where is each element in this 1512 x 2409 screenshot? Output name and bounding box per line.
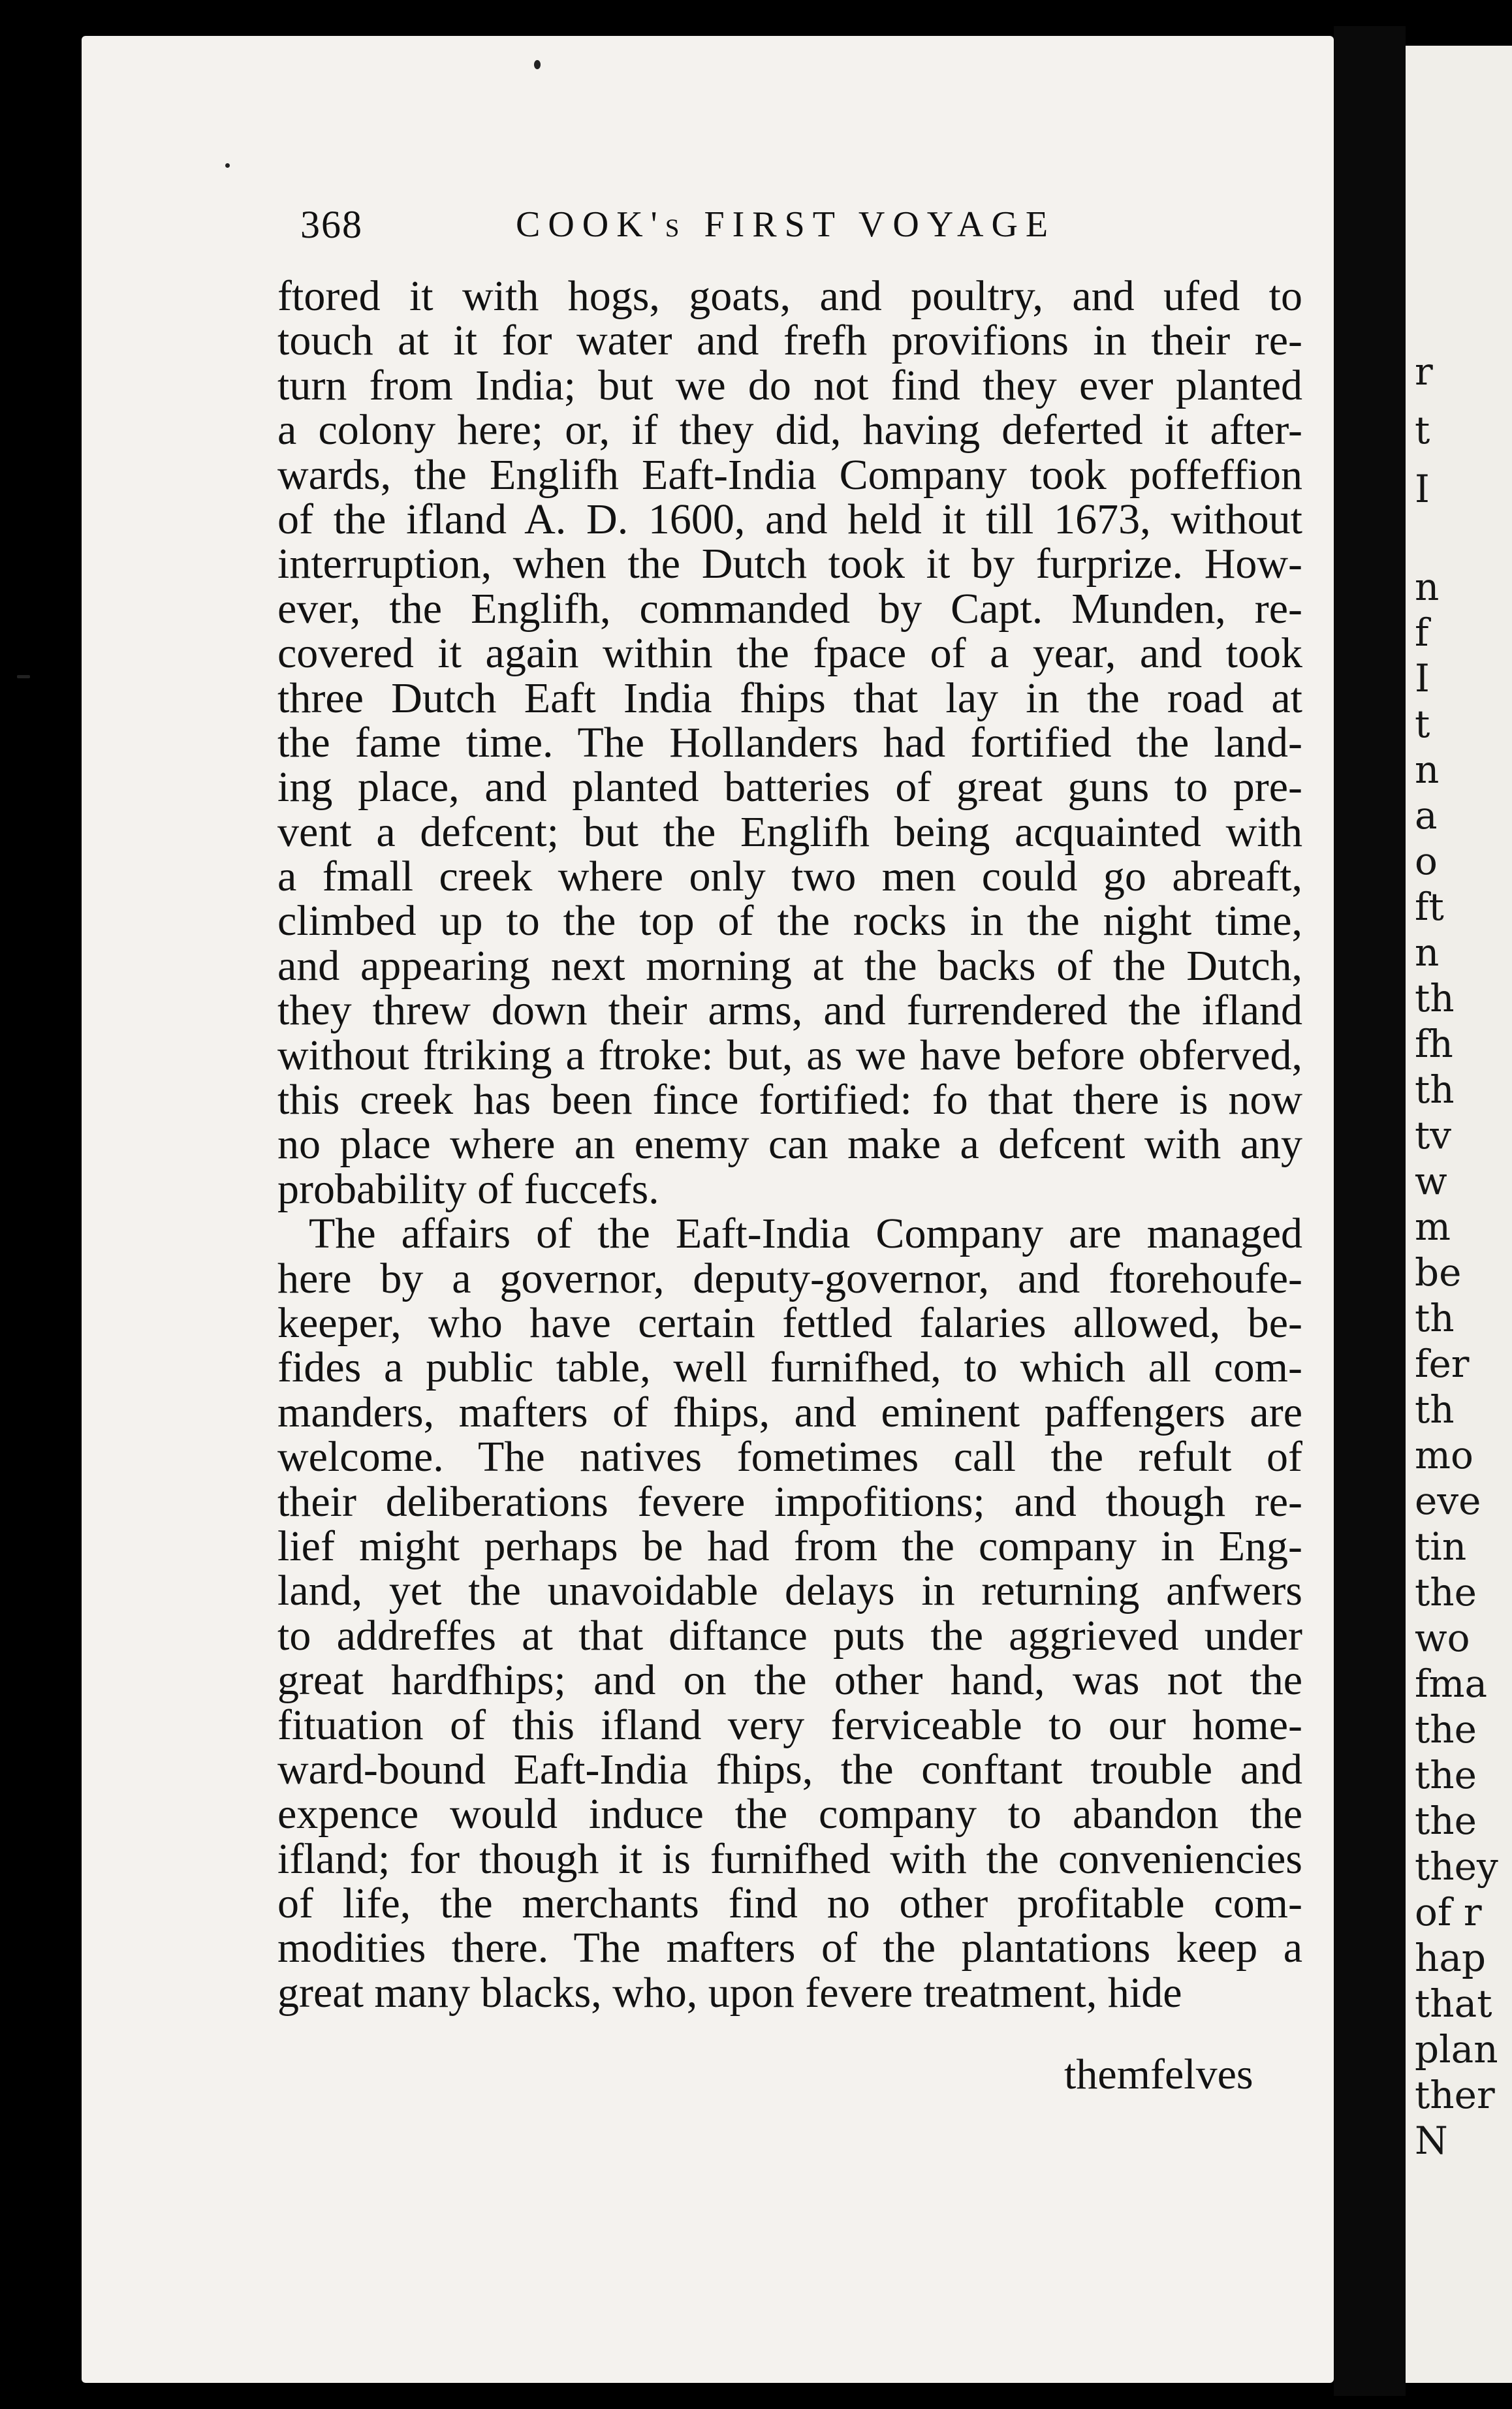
- facing-page-fragment: of r: [1415, 1890, 1482, 1934]
- gutter-shadow: [1334, 26, 1406, 2396]
- text-line: and appearing next morning at the backs of the Dutch,: [277, 941, 1302, 990]
- text-line: probability of fuccefs.: [277, 1165, 659, 1213]
- text-line: no place where an enemy can make a defcent with any: [277, 1120, 1302, 1169]
- facing-page-fragment: I: [1415, 467, 1430, 511]
- ink-speck: [17, 675, 30, 678]
- facing-page-fragment: ft: [1415, 885, 1444, 929]
- facing-page-fragment: o: [1415, 839, 1438, 883]
- ink-speck: [225, 163, 230, 168]
- text-line: of life, the merchants find no other profitable com-: [277, 1880, 1302, 1928]
- text-line: land, yet the unavoidable delays in returning anfwers: [277, 1567, 1302, 1615]
- text-line: turn from India; but we do not find they ever planted: [277, 361, 1302, 409]
- running-title: COOK's FIRST VOYAGE: [516, 204, 1056, 245]
- facing-page-fragment: fh: [1415, 1022, 1453, 1066]
- text-line: climbed up to the top of the rocks in the night time,: [277, 897, 1302, 945]
- facing-page-fragment: the: [1415, 1707, 1477, 1752]
- text-line: expence would induce the company to abandon the: [277, 1790, 1302, 1838]
- facing-page-edge: [1406, 46, 1512, 2383]
- facing-page-fragment: plan: [1415, 2027, 1498, 2071]
- facing-page-fragment: the: [1415, 1570, 1477, 1614]
- facing-page-fragment: be: [1415, 1250, 1462, 1295]
- text-line: without ftriking a ftroke: but, as we have before obferved,: [277, 1031, 1302, 1079]
- text-line: modities there. The mafters of the plantations keep a: [277, 1924, 1302, 1972]
- text-line: great many blacks, who, upon fevere treatment, hide: [277, 1968, 1182, 2017]
- text-line: they threw down their arms, and furrendered the ifland: [277, 986, 1302, 1035]
- facing-page-fragment: t: [1415, 408, 1430, 452]
- catchword: themfelves: [1064, 2051, 1253, 2098]
- text-line: ward-bound Eaft-India fhips, the conftant trouble and: [277, 1745, 1302, 1793]
- running-head: [300, 202, 1116, 248]
- text-line: wards, the Englifh Eaft-India Company took poffeffion: [277, 450, 1302, 499]
- text-line: covered it again within the fpace of a year, and took: [277, 629, 1302, 678]
- facing-page-fragment: wo: [1415, 1616, 1470, 1660]
- text-line: The affairs of the Eaft-India Company are managed: [309, 1210, 1302, 1258]
- body-text: [277, 274, 1302, 2015]
- facing-page-fragment: hap: [1415, 1936, 1487, 1980]
- text-line: fides a public table, well furnifhed, to which all com-: [277, 1344, 1302, 1392]
- text-line: lief might perhaps be had from the company in Eng-: [277, 1522, 1302, 1570]
- text-line: to addreffes at that diftance puts the aggrieved under: [277, 1611, 1302, 1660]
- facing-page-fragment: th: [1415, 1296, 1455, 1340]
- facing-page-fragment: m: [1415, 1204, 1451, 1249]
- text-line: ftored it with hogs, goats, and poultry, and ufed to: [277, 272, 1302, 320]
- text-line: interruption, when the Dutch took it by furprize. How-: [277, 540, 1302, 588]
- text-line: manders, mafters of fhips, and eminent paffengers are: [277, 1388, 1302, 1436]
- text-line: vent a defcent; but the Englifh being acquainted with: [277, 808, 1302, 856]
- facing-page-fragment: n: [1415, 565, 1440, 609]
- text-line: ing place, and planted batteries of great guns to pre-: [277, 763, 1302, 811]
- facing-page-fragment: tv: [1415, 1113, 1452, 1157]
- facing-page-fragment: a: [1415, 793, 1438, 838]
- facing-page-fragment: they: [1415, 1844, 1498, 1889]
- facing-page-fragment: ther: [1415, 2073, 1495, 2117]
- text-line: their deliberations fevere impofitions; and though re-: [277, 1477, 1302, 1526]
- facing-page-fragment: the: [1415, 1799, 1477, 1843]
- facing-page-fragment: n: [1415, 748, 1440, 792]
- text-line: this creek has been fince fortified: fo that there is now: [277, 1076, 1302, 1124]
- facing-page-fragment: tin: [1415, 1524, 1467, 1569]
- facing-page-fragment: mo: [1415, 1433, 1473, 1477]
- facing-page-fragment: fma: [1415, 1661, 1488, 1706]
- text-line: touch at it for water and frefh provifions in their re-: [277, 317, 1302, 365]
- facing-page-fragment: th: [1415, 976, 1455, 1020]
- text-line: great hardfhips; and on the other hand, was not the: [277, 1656, 1302, 1705]
- text-line: keeper, who have certain fettled falaries allowed, be-: [277, 1299, 1302, 1347]
- facing-page-fragment: that: [1415, 1981, 1492, 2026]
- text-line: a colony here; or, if they did, having deferted it after-: [277, 406, 1302, 454]
- facing-page-fragment: eve: [1415, 1479, 1481, 1523]
- facing-page-fragment: w: [1415, 1159, 1447, 1203]
- facing-page-fragment: r: [1415, 349, 1433, 394]
- facing-page-fragment: f: [1415, 610, 1429, 655]
- text-line: here by a governor, deputy-governor, and ftorehoufe-: [277, 1254, 1302, 1302]
- text-line: welcome. The natives fometimes call the refult of: [277, 1433, 1302, 1481]
- page-number: 368: [300, 203, 363, 246]
- facing-page-fragment: t: [1415, 702, 1430, 746]
- facing-page-fragment: n: [1415, 930, 1440, 975]
- text-line: fituation of this ifland very ferviceable to our home-: [277, 1701, 1302, 1749]
- facing-page-fragment: the: [1415, 1753, 1477, 1797]
- text-line: ifland; for though it is furnifhed with the conveniencies: [277, 1834, 1302, 1883]
- text-line: a fmall creek where only two men could go abreaft,: [277, 853, 1302, 901]
- facing-page-fragment: th: [1415, 1067, 1455, 1112]
- ink-speck: [534, 60, 541, 69]
- text-line: of the ifland A. D. 1600, and held it till 1673, without: [277, 495, 1302, 543]
- text-line: ever, the Englifh, commanded by Capt. Munden, re-: [277, 584, 1302, 633]
- facing-page-fragment: fer: [1415, 1342, 1470, 1386]
- facing-page-fragment: N: [1415, 2118, 1448, 2163]
- text-line: the fame time. The Hollanders had fortified the land-: [277, 718, 1302, 766]
- text-line: three Dutch Eaft India fhips that lay in the road at: [277, 674, 1302, 722]
- facing-page-fragment: th: [1415, 1387, 1455, 1432]
- facing-page-fragment: I: [1415, 656, 1430, 701]
